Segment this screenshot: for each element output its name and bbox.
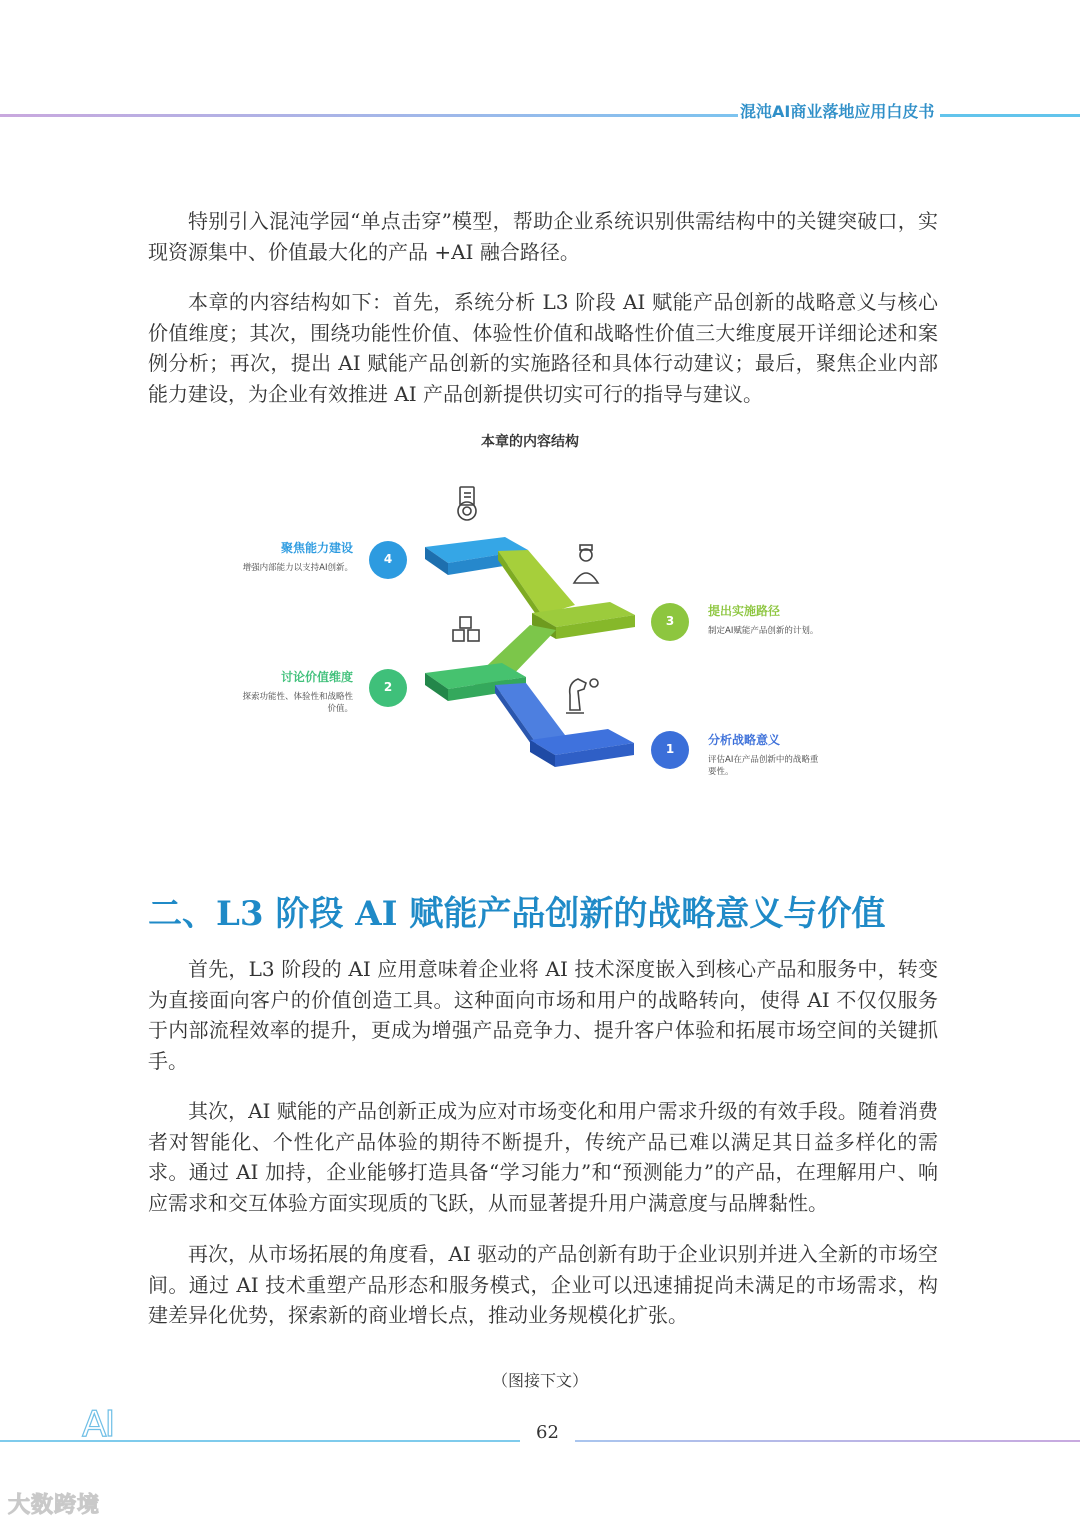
chess-knight-icon [566,679,598,713]
watermark: 大数跨境 [8,1493,101,1518]
step-3-number: 3 [665,614,675,628]
figure-continuation-note: （图接下文） [491,1371,588,1390]
intro-paragraph-2: 本章的内容结构如下：首先，系统分析 L3 阶段 AI 赋能产品创新的战略意义与核心价值维度；其次，围绕功能性价值、体验性价值和战略性价值三大维度展开详细论述和案例分析；再次，提出 AI 赋能产品创新的实施路径和具体行动建议；最后，聚焦企业内部能力建设，为企业有效推进 AI 产品创新提供切实可行的指导与建议。 [148,290,938,406]
step-4-desc: 增强内部能力以支持AI创新。 [242,563,353,573]
header-title: 混沌AI商业落地应用白皮书 [740,102,935,121]
cubes-icon [453,617,479,641]
footer-rule-left [0,1440,520,1442]
header-rule-left [0,114,738,117]
step-1-label: 分析战略意义 [708,733,781,747]
section-paragraph-2: 其次，AI 赋能的产品创新正成为应对市场变化和用户需求升级的有效手段。随着消费者对智能化、个性化产品体验的期待不断提升，传统产品已难以满足其日益多样化的需求。通过 AI 加持，企业能够打造具备“学习能力”和“预测能力”的产品，在理解用户、响应需求和交互体验方面实现质的飞跃，从而显著提升用户满意度与品牌黏性。 [148,1099,938,1215]
step-4-number: 4 [383,552,393,566]
section-paragraph-1: 首先，L3 阶段的 AI 应用意味着企业将 AI 技术深度嵌入到核心产品和服务中，转变为直接面向客户的价值创造工具。这种面向市场和用户的战略转向，使得 AI 不仅仅服务于内部流程效率的提升，更成为增强产品竞争力、提升客户体验和拓展市场空间的关键抓手。 [148,957,938,1073]
step-3-label: 提出实施路径 [708,604,781,618]
person-goal-icon [574,545,598,583]
ai-logo: AI [82,1404,114,1445]
diagram-title: 本章的内容结构 [481,434,579,450]
step-2-desc: 探索功能性、体验性和战略性价值。 [242,692,353,714]
step-2-label: 讨论价值维度 [280,670,353,684]
step-1-number: 1 [665,742,675,756]
footer-rule-right [575,1440,1080,1442]
section-paragraph-3: 再次，从市场拓展的角度看，AI 驱动的产品创新有助于企业识别并进入全新的市场空间。通过 AI 技术重塑产品形态和服务模式，企业可以迅速捕捉尚未满足的市场需求，构建差异化优势，探索新的商业增长点，推动业务规模化扩张。 [148,1242,938,1327]
content-structure-diagram [230,425,850,805]
gear-document-icon [458,487,476,520]
intro-paragraph-1: 特别引入混沌学园“单点击穿”模型，帮助企业系统识别供需结构中的关键突破口，实现资源集中、价值最大化的产品 +AI 融合路径。 [148,209,938,264]
step-3-desc: 制定AI赋能产品创新的计划。 [708,626,819,636]
step-1-desc: 评估AI在产品创新中的战略重要性。 [708,755,819,777]
step-4-label: 聚焦能力建设 [280,541,353,555]
header-rule-right [940,114,1080,117]
step-2-number: 2 [383,680,393,694]
section-heading: 二、L3 阶段 AI 赋能产品创新的战略意义与价值 [148,894,886,934]
page-number: 62 [536,1422,559,1443]
